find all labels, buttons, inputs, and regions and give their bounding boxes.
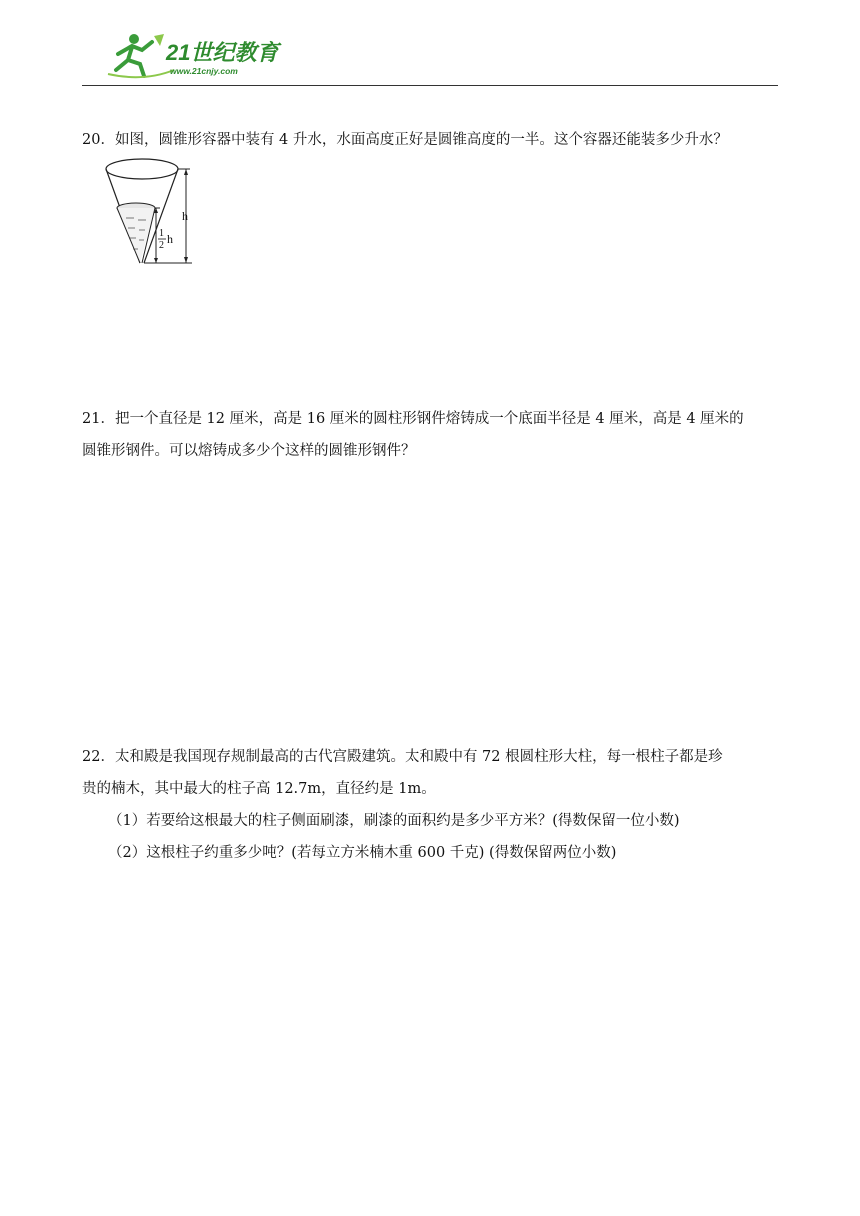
- question-22-sub-1: （1）若要给这根最大的柱子侧面刷漆，刷漆的面积约是多少平方米？(得数保留一位小数): [108, 813, 680, 829]
- question-21-line-2: 圆锥形钢件。可以熔铸成多少个这样的圆锥形钢件？: [82, 443, 416, 459]
- question-20-text: 20．如图，圆锥形容器中装有 4 升水，水面高度正好是圆锥高度的一半。这个容器还能装多少升水？: [82, 132, 728, 148]
- half-label-den: 2: [159, 240, 164, 251]
- logo: [104, 30, 304, 82]
- question-22-line-2: 贵的楠木，其中最大的柱子高 12.7m，直径约是 1m。: [82, 781, 436, 797]
- question-21-line-1: 21．把一个直径是 12 厘米，高是 16 厘米的圆柱形钢件熔铸成一个底面半径是 4 厘米，高是 4 厘米的: [82, 411, 744, 427]
- question-22-sub-2: （2）这根柱子约重多少吨？(若每立方米楠木重 600 千克) (得数保留两位小数): [108, 845, 617, 861]
- cone-diagram: [100, 156, 200, 268]
- question-20: [82, 124, 782, 156]
- half-label-var: h: [167, 232, 173, 246]
- half-label-num: 1: [159, 228, 164, 239]
- logo-url: www.21cnjy.com: [170, 66, 238, 76]
- question-22-line-1: 22．太和殿是我国现存规制最高的古代宫殿建筑。太和殿中有 72 根圆柱形大柱，每一根柱子都是珍: [82, 749, 723, 765]
- logo-text: 21世纪教育: [166, 40, 279, 65]
- header-rule: [82, 85, 778, 86]
- runner-icon: [108, 34, 174, 77]
- question-21: [82, 403, 782, 467]
- height-label: h: [182, 209, 188, 223]
- page-header: [82, 26, 778, 86]
- question-22: [82, 741, 782, 869]
